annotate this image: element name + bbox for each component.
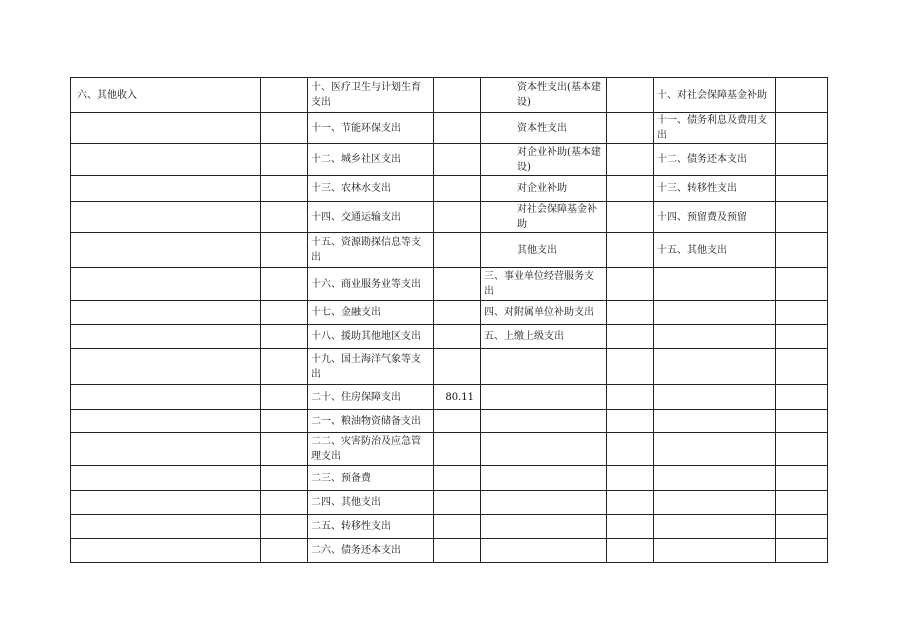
functional-amount-cell (434, 268, 481, 301)
government-amount-cell (776, 176, 828, 202)
government-expense-cell: 十三、转移性支出 (654, 176, 776, 202)
income-amount-cell (261, 202, 308, 233)
table-row (71, 385, 828, 410)
government-expense-cell (654, 385, 776, 410)
economic-amount-cell (607, 78, 654, 113)
government-expense-cell (654, 410, 776, 433)
income-item-cell (71, 349, 261, 385)
economic-expense-cell (481, 515, 607, 539)
economic-expense-cell: 对企业补助 (481, 176, 607, 202)
income-amount-cell (261, 301, 308, 325)
economic-expense-cell (481, 349, 607, 385)
government-amount-cell (776, 349, 828, 385)
government-expense-cell (654, 349, 776, 385)
government-amount-cell (776, 233, 828, 268)
government-amount-cell (776, 410, 828, 433)
functional-amount-cell (434, 466, 481, 491)
economic-amount-cell (607, 410, 654, 433)
income-amount-cell (261, 539, 308, 563)
functional-expense-cell: 二一、粮油物资储备支出 (308, 410, 434, 433)
government-amount-cell (776, 78, 828, 113)
income-item-cell (71, 515, 261, 539)
income-amount-cell (261, 144, 308, 176)
income-item-cell (71, 410, 261, 433)
government-expense-cell: 十五、其他支出 (654, 233, 776, 268)
functional-expense-cell: 二二、灾害防治及应急管理支出 (308, 433, 434, 466)
economic-expense-cell: 资本性支出(基本建设) (481, 78, 607, 113)
functional-amount-cell (434, 349, 481, 385)
functional-expense-cell: 二十、住房保障支出 (308, 385, 434, 410)
functional-amount-cell (434, 202, 481, 233)
functional-expense-cell: 十六、商业服务业等支出 (308, 268, 434, 301)
economic-expense-cell (481, 410, 607, 433)
functional-expense-cell: 十八、援助其他地区支出 (308, 325, 434, 349)
economic-amount-cell (607, 202, 654, 233)
table-row (71, 325, 828, 349)
table-row (71, 349, 828, 385)
economic-amount-cell (607, 301, 654, 325)
economic-amount-cell (607, 176, 654, 202)
government-expense-cell (654, 325, 776, 349)
government-expense-cell (654, 268, 776, 301)
economic-expense-cell: 资本性支出 (481, 113, 607, 144)
economic-expense-cell (481, 466, 607, 491)
government-amount-cell (776, 268, 828, 301)
income-item-cell: 六、其他收入 (71, 78, 261, 113)
income-amount-cell (261, 268, 308, 301)
economic-expense-cell: 四、对附属单位补助支出 (481, 301, 607, 325)
income-amount-cell (261, 410, 308, 433)
economic-amount-cell (607, 349, 654, 385)
income-item-cell (71, 113, 261, 144)
table-row (71, 233, 828, 268)
functional-expense-cell: 二六、债务还本支出 (308, 539, 434, 563)
functional-amount-cell (434, 176, 481, 202)
economic-amount-cell (607, 113, 654, 144)
economic-amount-cell (607, 466, 654, 491)
economic-amount-cell (607, 325, 654, 349)
income-amount-cell (261, 113, 308, 144)
government-amount-cell (776, 144, 828, 176)
functional-amount-cell: 80.11 (434, 385, 481, 410)
functional-amount-cell (434, 539, 481, 563)
government-expense-cell (654, 466, 776, 491)
economic-expense-cell: 三、事业单位经营服务支出 (481, 268, 607, 301)
table-row (71, 144, 828, 176)
government-amount-cell (776, 113, 828, 144)
income-item-cell (71, 268, 261, 301)
government-amount-cell (776, 539, 828, 563)
functional-expense-cell: 十、医疗卫生与计划生育支出 (308, 78, 434, 113)
economic-expense-cell (481, 385, 607, 410)
government-expense-cell (654, 433, 776, 466)
government-amount-cell (776, 491, 828, 515)
functional-expense-cell: 十二、城乡社区支出 (308, 144, 434, 176)
government-amount-cell (776, 202, 828, 233)
income-item-cell (71, 202, 261, 233)
economic-amount-cell (607, 385, 654, 410)
government-amount-cell (776, 301, 828, 325)
table-row (71, 515, 828, 539)
income-amount-cell (261, 176, 308, 202)
functional-expense-cell: 十三、农林水支出 (308, 176, 434, 202)
income-item-cell (71, 233, 261, 268)
functional-amount-cell (434, 491, 481, 515)
government-amount-cell (776, 325, 828, 349)
government-expense-cell (654, 515, 776, 539)
income-item-cell (71, 385, 261, 410)
functional-amount-cell (434, 144, 481, 176)
economic-expense-cell (481, 539, 607, 563)
government-expense-cell: 十四、预留费及预留 (654, 202, 776, 233)
table-row (71, 113, 828, 144)
government-amount-cell (776, 515, 828, 539)
economic-expense-cell: 其他支出 (481, 233, 607, 268)
income-item-cell (71, 491, 261, 515)
government-expense-cell: 十、对社会保障基金补助 (654, 78, 776, 113)
table-row (71, 410, 828, 433)
government-amount-cell (776, 385, 828, 410)
functional-amount-cell (434, 433, 481, 466)
economic-amount-cell (607, 233, 654, 268)
income-amount-cell (261, 233, 308, 268)
functional-amount-cell (434, 325, 481, 349)
government-amount-cell (776, 433, 828, 466)
income-amount-cell (261, 349, 308, 385)
government-expense-cell: 十二、债务还本支出 (654, 144, 776, 176)
government-expense-cell (654, 301, 776, 325)
income-item-cell (71, 466, 261, 491)
government-expense-cell (654, 491, 776, 515)
income-amount-cell (261, 385, 308, 410)
functional-expense-cell: 十四、交通运输支出 (308, 202, 434, 233)
government-expense-cell (654, 539, 776, 563)
economic-amount-cell (607, 433, 654, 466)
table-row (71, 301, 828, 325)
functional-amount-cell (434, 515, 481, 539)
income-item-cell (71, 325, 261, 349)
functional-expense-cell: 二五、转移性支出 (308, 515, 434, 539)
economic-expense-cell (481, 433, 607, 466)
table-row (71, 268, 828, 301)
functional-expense-cell: 二四、其他支出 (308, 491, 434, 515)
functional-expense-cell: 十七、金融支出 (308, 301, 434, 325)
table-row (71, 78, 828, 113)
economic-expense-cell (481, 491, 607, 515)
income-amount-cell (261, 491, 308, 515)
income-amount-cell (261, 325, 308, 349)
table-row (71, 539, 828, 563)
government-expense-cell: 十一、债务利息及费用支出 (654, 113, 776, 144)
table-row (71, 176, 828, 202)
income-amount-cell (261, 78, 308, 113)
economic-amount-cell (607, 515, 654, 539)
table-row (71, 433, 828, 466)
table-row (71, 466, 828, 491)
functional-amount-cell (434, 233, 481, 268)
government-amount-cell (776, 466, 828, 491)
income-item-cell (71, 144, 261, 176)
economic-amount-cell (607, 268, 654, 301)
budget-table (70, 77, 828, 563)
table-row (71, 202, 828, 233)
table-row (71, 491, 828, 515)
functional-amount-cell (434, 410, 481, 433)
income-amount-cell (261, 515, 308, 539)
income-item-cell (71, 301, 261, 325)
economic-amount-cell (607, 144, 654, 176)
income-item-cell (71, 433, 261, 466)
economic-expense-cell: 对企业补助(基本建设) (481, 144, 607, 176)
economic-amount-cell (607, 491, 654, 515)
income-amount-cell (261, 466, 308, 491)
functional-amount-cell (434, 301, 481, 325)
economic-amount-cell (607, 539, 654, 563)
functional-expense-cell: 十一、节能环保支出 (308, 113, 434, 144)
economic-expense-cell: 五、上缴上级支出 (481, 325, 607, 349)
income-amount-cell (261, 433, 308, 466)
economic-expense-cell: 对社会保障基金补助 (481, 202, 607, 233)
income-item-cell (71, 176, 261, 202)
income-item-cell (71, 539, 261, 563)
functional-amount-cell (434, 113, 481, 144)
functional-amount-cell (434, 78, 481, 113)
functional-expense-cell: 十五、资源勘探信息等支出 (308, 233, 434, 268)
functional-expense-cell: 二三、预备费 (308, 466, 434, 491)
functional-expense-cell: 十九、国土海洋气象等支出 (308, 349, 434, 385)
